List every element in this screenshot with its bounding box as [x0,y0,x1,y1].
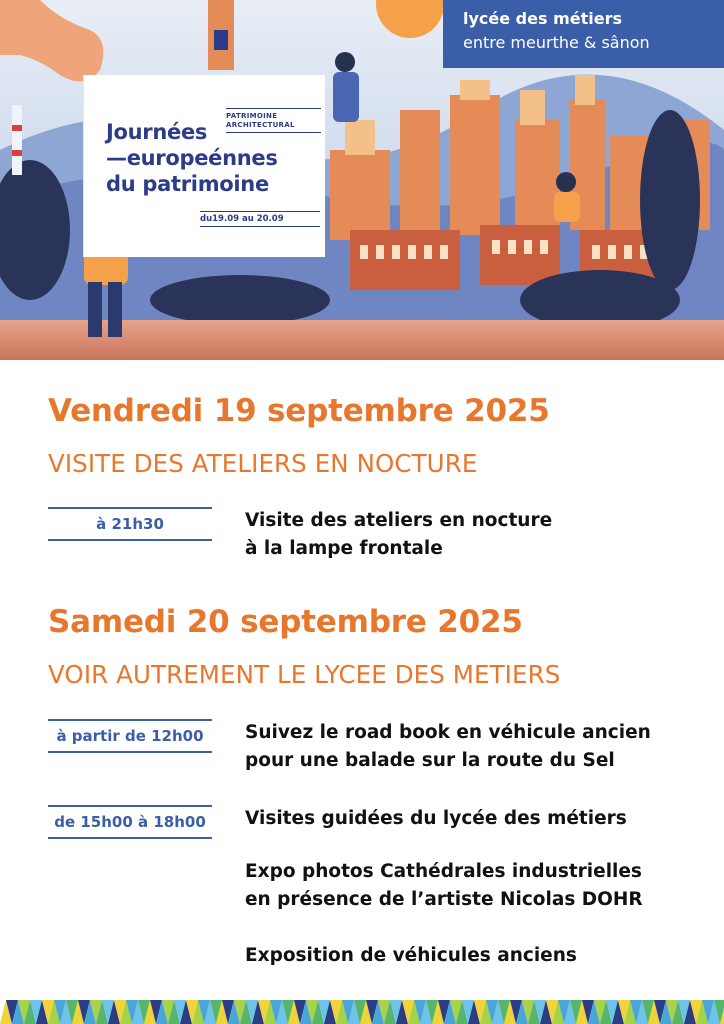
day2-event4 [245,942,715,970]
event-logo [83,75,325,257]
day2-event1-line2: pour une balade sur la route du Sel [245,750,615,771]
hero-illustration [0,0,724,360]
day2-event1-line1: Suivez le road book en véhicule ancien [245,722,651,743]
day2-event2-line1: Visites guidées du lycée des métiers [245,808,627,829]
day1-subtitle: VISITE DES ATELIERS EN NOCTURE [48,449,478,478]
day2-title: Samedi 20 septembre 2025 [48,604,523,640]
day1-title: Vendredi 19 septembre 2025 [48,393,550,429]
day1-event1-line1: Visite des ateliers en nocture [245,510,553,531]
logo-tag-line2: ARCHITECTURAL [226,121,295,129]
day2-subtitle: VOIR AUTREMENT LE LYCEE DES METIERS [48,660,561,689]
school-badge [443,0,724,68]
day2-event2-time: de 15h00 à 18h00 [48,805,212,839]
day2-event3-line2: en présence de l’artiste Nicolas DOHR [245,889,643,910]
logo-title [106,119,321,197]
day2-event3-line1: Expo photos Cathédrales industrielles [245,861,642,882]
logo-title-line2: —europeénnes [106,146,278,170]
day1-event1-line2: à la lampe frontale [245,538,443,559]
logo-title-line3: du patrimoine [106,172,269,196]
triangle-pattern-footer [0,1000,724,1024]
day2-event1 [245,719,715,775]
day1-event1-time: à 21h30 [48,507,212,541]
school-location: entre meurthe & sânon [463,33,650,52]
day2-event2 [245,805,715,833]
logo-title-line1: Journées [106,120,208,144]
day2-event3 [245,858,715,914]
day2-event1-time: à partir de 12h00 [48,719,212,753]
day2-event4-line1: Exposition de véhicules anciens [245,945,577,966]
day1-event1 [245,507,715,563]
logo-dates: du19.09 au 20.09 [200,211,320,227]
school-name: lycée des métiers [463,9,622,28]
logo-tag-line1: PATRIMOINE [226,112,278,120]
